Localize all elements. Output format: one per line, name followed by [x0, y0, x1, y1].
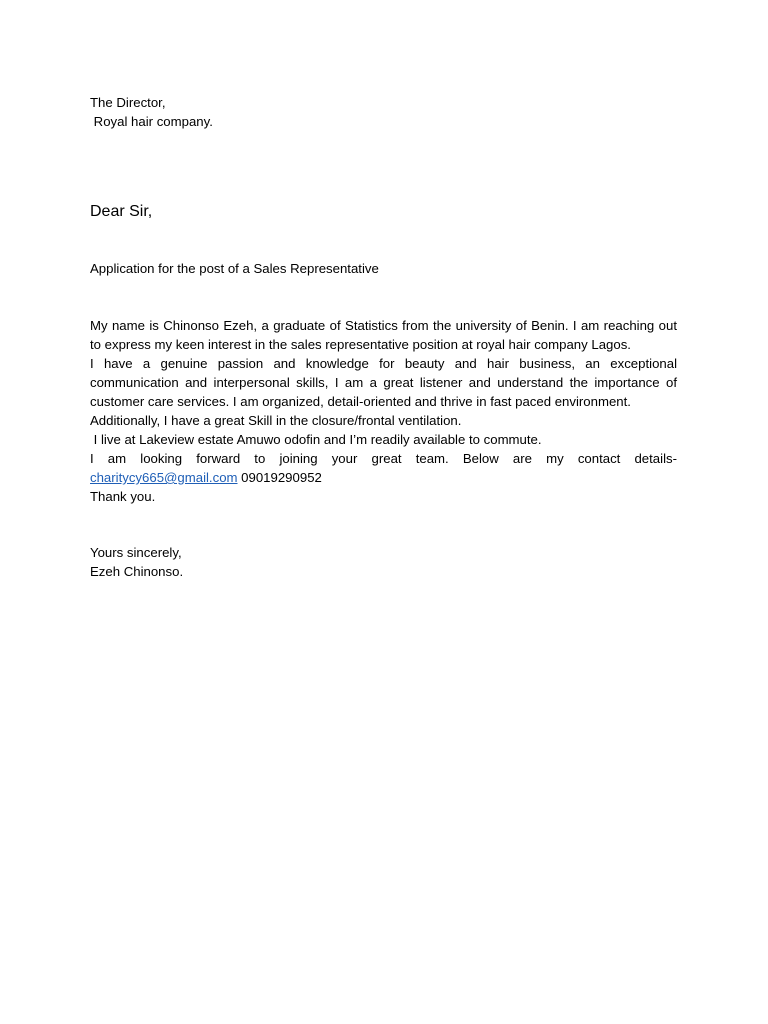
body-paragraph-2: I have a genuine passion and knowledge for beauty and hair business, an exceptional communication and interpersonal skills, I am a great listener and understand the importance of customer care services. I am organized, detail-oriented and thrive in fast paced environment.	[90, 356, 677, 409]
body-paragraph-1: My name is Chinonso Ezeh, a graduate of Statistics from the university of Benin. I am reaching out to express my keen interest in the sales representative position at royal hair company Lagos.	[90, 318, 677, 352]
recipient-line-2: Royal hair company.	[90, 114, 213, 129]
letter-body	[90, 316, 677, 506]
phone-number: 09019290952	[237, 470, 322, 485]
closing-block	[90, 543, 677, 581]
recipient-address	[90, 93, 677, 131]
contact-line	[90, 468, 677, 487]
recipient-line-1: The Director,	[90, 95, 166, 110]
valediction: Yours sincerely,	[90, 545, 182, 560]
subject-line: Application for the post of a Sales Representative	[90, 261, 379, 276]
thanks-line: Thank you.	[90, 489, 156, 504]
signature-name: Ezeh Chinonso.	[90, 564, 184, 579]
body-paragraph-3: Additionally, I have a great Skill in the closure/frontal ventilation.	[90, 413, 462, 428]
body-paragraph-5: I am looking forward to joining your great team. Below are my contact details-	[90, 451, 677, 466]
body-paragraph-4: I live at Lakeview estate Amuwo odofin and I’m readily available to commute.	[90, 432, 542, 447]
email-link[interactable]: charitycy665@gmail.com	[90, 470, 238, 485]
salutation: Dear Sir,	[90, 203, 153, 220]
